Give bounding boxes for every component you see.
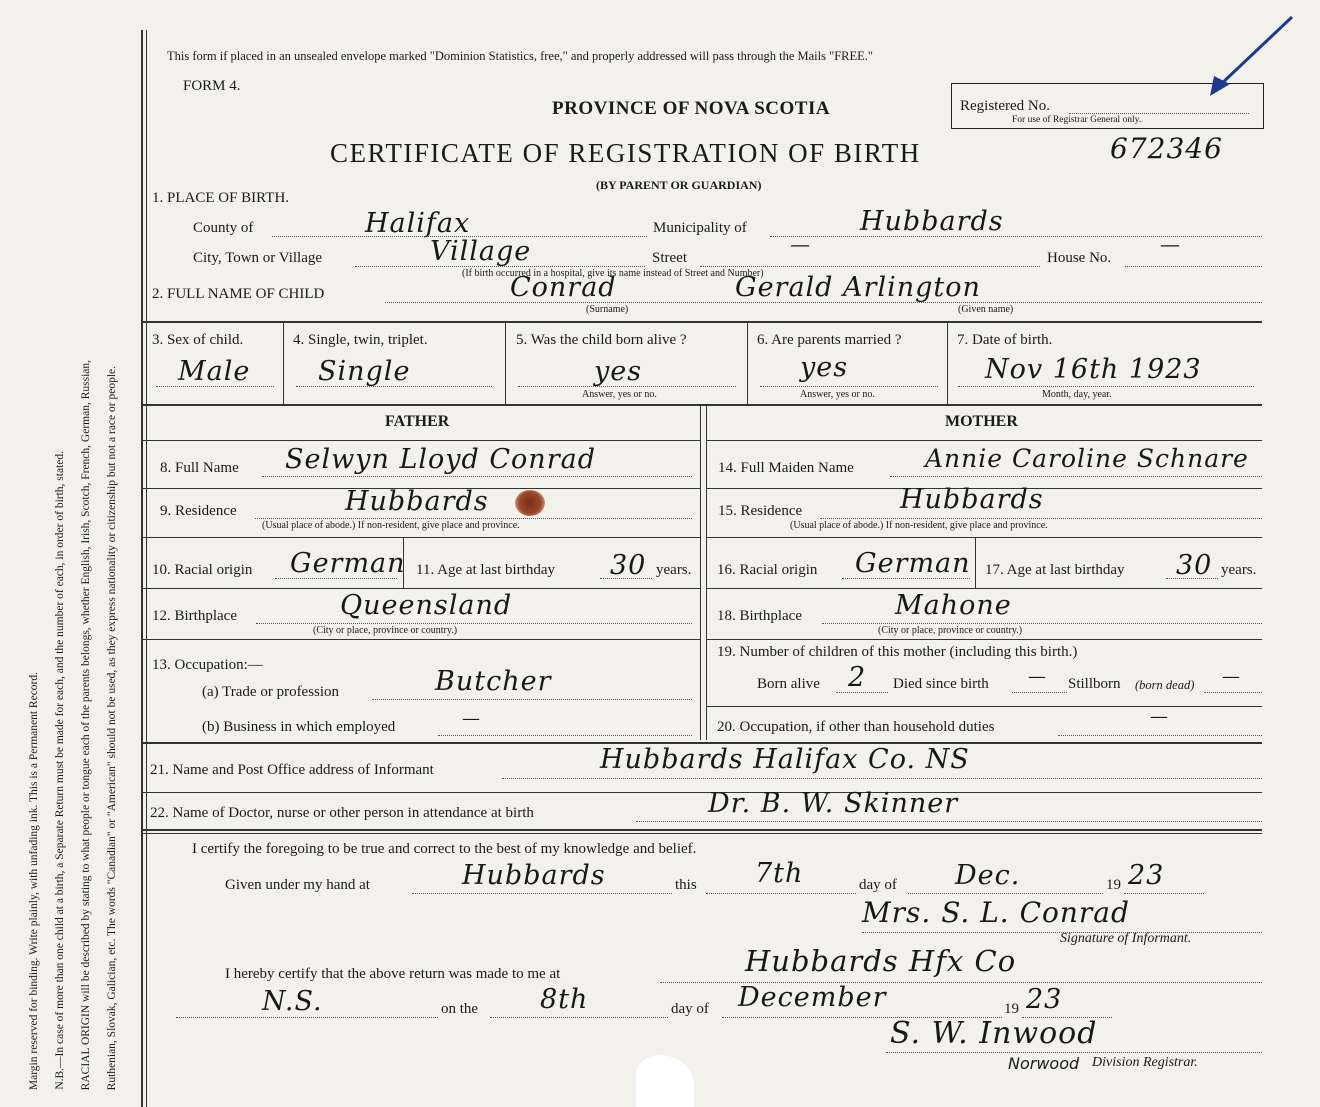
mother-birthplace-value: Mahone — [895, 590, 1012, 621]
plurality-value: Single — [318, 356, 411, 387]
born-dead-label: (born dead) — [1135, 678, 1195, 692]
father-residence-value: Hubbards — [345, 486, 489, 517]
given-at-value: Hubbards — [462, 860, 606, 891]
city-value: Village — [430, 236, 532, 267]
ink-stain — [515, 490, 545, 516]
binding-line — [141, 30, 143, 1107]
father-heading: FATHER — [385, 413, 450, 430]
mail-note: This form if placed in an unsealed envelope marked "Dominion Statistics, free," and properly addressed will pass through the Mails "FREE." — [167, 49, 874, 63]
mother-race-value: German — [855, 548, 971, 579]
father-name-value: Selwyn Lloyd Conrad — [285, 444, 596, 475]
doctor-label: 22. Name of Doctor, nurse or other person in attendance at birth — [150, 805, 534, 821]
child-surname: Conrad — [510, 272, 617, 303]
hereby-label: I hereby certify that the above return was made to me at — [225, 966, 561, 982]
informant-signature-caption: Signature of Informant. — [1060, 931, 1192, 946]
received-year-value: 23 — [1026, 984, 1063, 1015]
mother-occupation-label: 20. Occupation, if other than household duties — [717, 719, 995, 735]
dob-value: Nov 16th 1923 — [985, 354, 1202, 385]
father-race-label: 10. Racial origin — [152, 562, 253, 578]
mother-age-label: 17. Age at last birthday — [985, 562, 1125, 578]
margin-note-3: RACIAL ORIGIN will be described by stating to what people or tongue each of the parents belongs, whether English, Irish, Scotch, French, German, Russian, — [80, 359, 92, 1090]
occupation-label: 13. Occupation:— — [152, 657, 263, 673]
county-label: County of — [193, 220, 254, 236]
mother-name-label: 14. Full Maiden Name — [718, 460, 854, 476]
margin-note-4: Ruthenian, Slovak, Galician, etc. The words "Canadian" or "American" should not be used, as they express nationality or citizenship but not a race or people. — [106, 365, 118, 1090]
mother-heading: MOTHER — [945, 413, 1018, 430]
day-of-label-2: day of — [671, 1001, 709, 1017]
house-value: — — [1160, 232, 1181, 256]
trade-label: (a) Trade or profession — [202, 684, 340, 700]
dob-caption: Month, day, year. — [1042, 389, 1112, 400]
registered-no-label: Registered No. — [960, 98, 1050, 114]
business-value: — — [462, 708, 481, 729]
received-day-value: 8th — [540, 984, 589, 1015]
dob-label: 7. Date of birth. — [957, 332, 1053, 348]
province-heading: PROVINCE OF NOVA SCOTIA — [552, 98, 831, 119]
mother-residence-label: 15. Residence — [718, 503, 803, 519]
hospital-note: (If birth occurred in a hospital, give its name instead of Street and Number) — [462, 268, 764, 279]
father-name-label: 8. Full Name — [160, 460, 239, 476]
given-year-prefix: 19 — [1106, 877, 1121, 893]
municipality-value: Hubbards — [860, 206, 1004, 237]
received-at-province: N.S. — [262, 986, 323, 1017]
margin-note-1: Margin reserved for binding. Write plainly, with unfading ink. This is a Permanent Record. — [28, 671, 40, 1090]
father-age-label: 11. Age at last birthday — [416, 562, 555, 578]
business-label: (b) Business in which employed — [202, 719, 396, 735]
doctor-value: Dr. B. W. Skinner — [708, 788, 959, 819]
plurality-label: 4. Single, twin, triplet. — [293, 332, 428, 348]
place-of-birth-label: 1. PLACE OF BIRTH. — [152, 190, 290, 206]
certificate-title: CERTIFICATE OF REGISTRATION OF BIRTH — [330, 138, 921, 168]
registration-number: 672346 — [1110, 132, 1223, 165]
informant-label: 21. Name and Post Office address of Informant — [150, 762, 434, 778]
received-at-value: Hubbards Hfx Co — [745, 944, 1017, 978]
father-race-value: German — [290, 548, 406, 579]
this-label: this — [675, 877, 697, 893]
answer-caption-6: Answer, yes or no. — [800, 389, 875, 400]
child-name-label: 2. FULL NAME OF CHILD — [152, 286, 325, 302]
father-birthplace-value: Queensland — [340, 590, 513, 621]
stillborn-label: Stillborn — [1068, 676, 1121, 692]
city-label: City, Town or Village — [193, 250, 323, 266]
born-alive-value: yes — [594, 356, 643, 387]
stillborn-count: — — [1222, 666, 1241, 687]
certify-statement: I certify the foregoing to be true and correct to the best of my knowledge and belief. — [192, 841, 697, 857]
binding-line-inner — [146, 30, 147, 1107]
died-label: Died since birth — [893, 676, 989, 692]
father-years-label: years. — [656, 562, 692, 578]
mother-occupation-value: — — [1150, 706, 1169, 727]
given-month-value: Dec. — [955, 860, 1021, 891]
father-age-value: 30 — [610, 550, 647, 581]
born-alive-label: 5. Was the child born alive ? — [516, 332, 687, 348]
father-birthplace-label: 12. Birthplace — [152, 608, 237, 624]
informant-signature: Mrs. S. L. Conrad — [862, 896, 1130, 929]
married-label: 6. Are parents married ? — [757, 332, 902, 348]
margin-notes — [28, 30, 138, 1090]
street-label: Street — [652, 250, 687, 266]
registrar-caption: Division Registrar. — [1092, 1055, 1198, 1070]
received-year-prefix: 19 — [1004, 1001, 1019, 1017]
children-count-label: 19. Number of children of this mother (including this birth.) — [717, 644, 1078, 660]
mother-residence-value: Hubbards — [900, 484, 1044, 515]
mother-city-note: (City or place, province or country.) — [878, 625, 1023, 636]
mother-age-value: 30 — [1176, 550, 1213, 581]
father-abode-note: (Usual place of abode.) If non-resident, give place and province. — [262, 520, 520, 531]
answer-caption-5: Answer, yes or no. — [582, 389, 657, 400]
informant-value: Hubbards Halifax Co. NS — [600, 744, 970, 775]
torn-paper-mark — [636, 1055, 694, 1107]
house-label: House No. — [1047, 250, 1112, 266]
mother-abode-note: (Usual place of abode.) If non-resident, give place and province. — [790, 520, 1048, 531]
mother-birthplace-label: 18. Birthplace — [717, 608, 802, 624]
registered-no-note: For use of Registrar General only. — [1012, 115, 1142, 125]
given-hand-label: Given under my hand at — [225, 877, 370, 893]
county-value: Halifax — [365, 208, 471, 239]
father-city-note: (City or place, province or country.) — [313, 625, 458, 636]
mother-years-label: years. — [1221, 562, 1257, 578]
form-number: FORM 4. — [183, 78, 241, 94]
born-alive-count: 2 — [848, 662, 867, 693]
child-given-name: Gerald Arlington — [735, 272, 981, 303]
margin-note-2: N.B.—In case of more than one child at a birth, a Separate Return must be made for each, and the number of each, in order of birth, stated. — [54, 451, 66, 1090]
received-month-value: December — [738, 982, 887, 1013]
given-year-value: 23 — [1128, 860, 1165, 891]
registrar-place: Norwood — [1008, 1054, 1080, 1073]
sex-label: 3. Sex of child. — [152, 332, 244, 348]
mother-race-label: 16. Racial origin — [717, 562, 818, 578]
died-count: — — [1028, 666, 1047, 687]
sex-value: Male — [178, 356, 251, 387]
given-day-value: 7th — [755, 858, 804, 889]
certificate-subtitle: (BY PARENT OR GUARDIAN) — [596, 178, 762, 192]
married-value: yes — [800, 352, 849, 383]
born-alive-count-label: Born alive — [757, 676, 820, 692]
registrar-signature: S. W. Inwood — [890, 1016, 1098, 1051]
day-of-label: day of — [859, 877, 897, 893]
arrow-mark-icon — [1200, 12, 1300, 102]
municipality-label: Municipality of — [653, 220, 747, 236]
trade-value: Butcher — [435, 666, 552, 697]
on-the-label: on the — [441, 1001, 479, 1017]
given-name-caption: (Given name) — [958, 304, 1014, 315]
father-residence-label: 9. Residence — [160, 503, 237, 519]
street-value: — — [790, 232, 811, 256]
mother-name-value: Annie Caroline Schnare — [925, 444, 1249, 473]
surname-caption: (Surname) — [586, 304, 629, 315]
